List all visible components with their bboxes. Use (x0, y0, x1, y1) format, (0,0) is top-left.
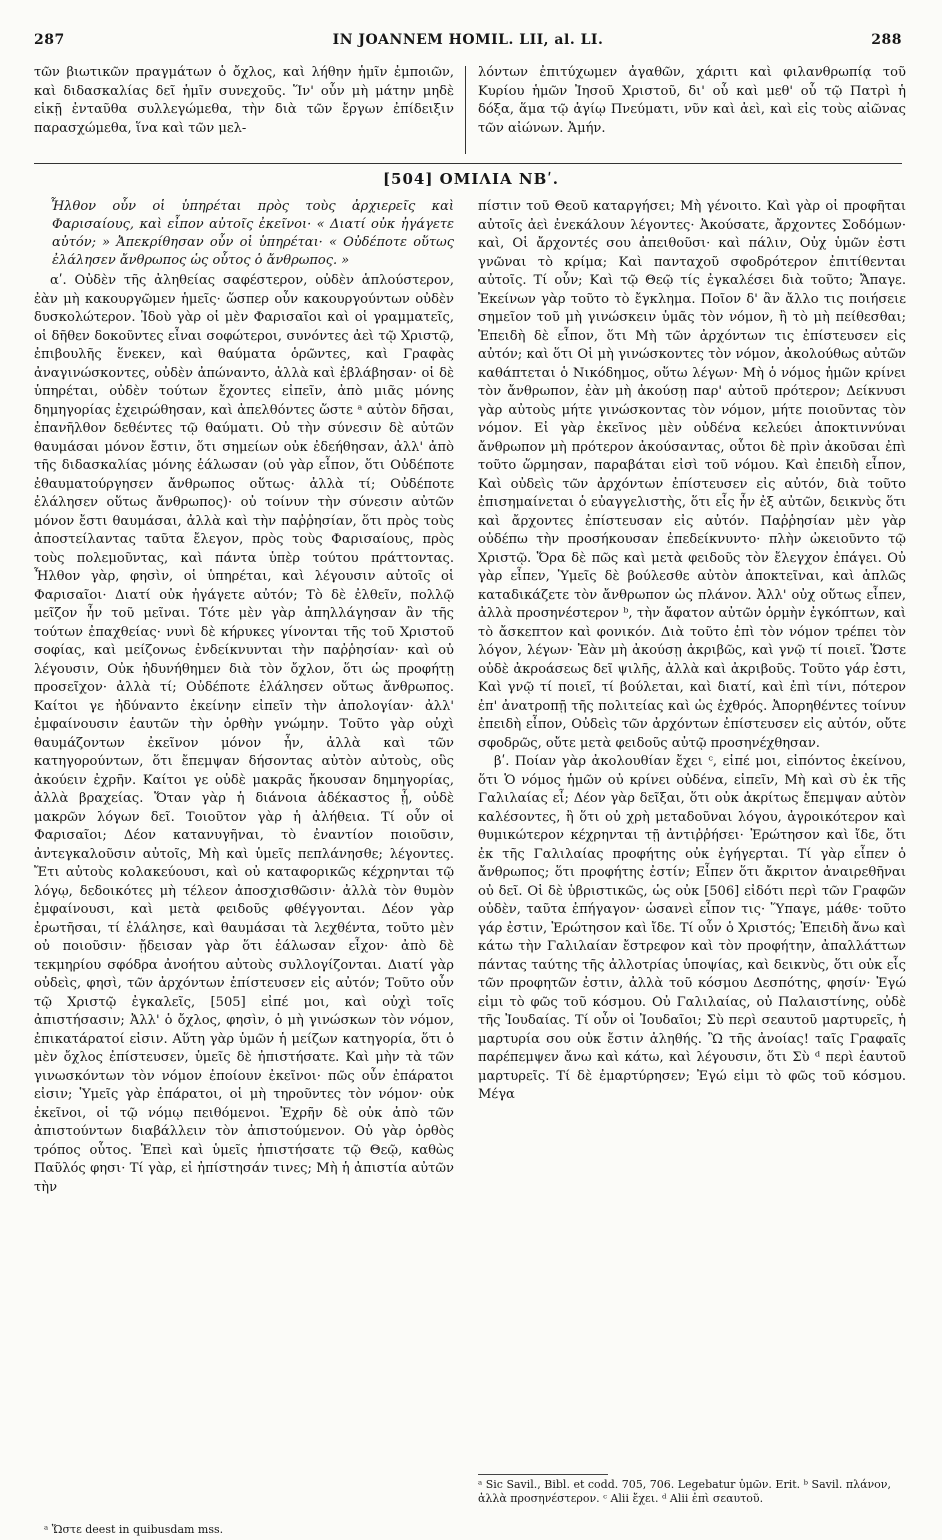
running-title: IN JOANNEM HOMIL. LII, al. LI. (332, 32, 604, 48)
right-column (478, 198, 906, 1105)
page-number-left: 287 (34, 32, 65, 48)
left-column (34, 198, 454, 1197)
paragraph: πίστιν τοῦ Θεοῦ καταργήσει; Μὴ γένοιτο. Καὶ γὰρ οἱ προφῆται αὐτοῖς ἀεὶ ἐνεκάλουν λέγοντες· Ἀκούσατε, ἄρχοντες Σοδόμων· καὶ, Οἱ ἄρχοντές σου ἀπειθοῦσι· καὶ πάλιν, Οὐχ ὑμῶν ἐστι γνῶναι τὸ κρίμα; Καὶ πανταχοῦ σφοδρότερον ἐπιτίθενται αὐτοῖς. Τί οὖν; Καὶ τῷ Θεῷ τίς ἐγκαλέσει διὰ τοῦτο; Ἄπαγε. Ἐκείνων γὰρ τοῦτο τὸ ἔγκλημα. Ποῖον δ' ἂν ἄλλο τις ποιήσειε σημεῖον τοῦ μὴ γινώσκειν ὑμᾶς τὸν νόμον, ἢ τὸ μὴ πείθεσθαι; Ἐπειδὴ δὲ εἶπον, ὅτι Μὴ τῶν ἀρχόντων τις ἐπίστευσεν εἰς αὐτόν; καὶ ὅτι Οἱ μὴ γινώσκοντες τὸν νόμον, ἀκολούθως αὐτῶν καθάπτεται ὁ Νικόδημος, οὕτω λέγων· Μὴ ὁ νόμος ἡμῶν κρίνει τὸν ἄνθρωπον, ἐὰν μὴ ἀκούσῃ παρ' αὐτοῦ πρότερον; Δείκνυσι γὰρ αὐτοὺς μήτε γινώσκοντας τὸν νόμον, μήτε ποιοῦντας τὸν νόμον. Εἰ γὰρ ἐκεῖνος μὲν οὐδένα κελεύει ἀποκτιννύναι ἄνθρωπον μὴ πρότερον ἀκούσαντας, οὗτοι δὲ πρὶν ἀκοῦσαι ἐπὶ τοῦτο ὥρμησαν, παραβάται εἰσὶ τοῦ νόμου. Καὶ ἐπειδὴ εἶπον, Καὶ οὐδεὶς τῶν ἀρχόντων ἐπίστευσεν εἰς αὐτόν, διὰ τοῦτο ἐπισημαίνεται ὁ εὐαγγελιστὴς, ὅτι εἷς ἦν ἐξ αὐτῶν, δεικνὺς ὅτι καὶ ἄρχοντες ἐπίστευσαν εἰς αὐτόν. Παῤῥησίαν μὲν γὰρ οὐδέπω τὴν προσήκουσαν ἐπεδείκνυντο· πλὴν ὠκειοῦντο τῷ Χριστῷ. Ὅρα δὲ πῶς καὶ μετὰ φειδοῦς τὸν ἔλεγχον ἐπάγει. Οὐ γὰρ εἶπεν, Ὑμεῖς δὲ βούλεσθε αὐτὸν ἀποκτεῖναι, καὶ ἁπλῶς καταδικάζετε τὸν ἄνθρωπον ὡς πλάνον. Ἀλλ' οὐχ οὕτως εἶπεν, ἀλλὰ προσηνέστερον ᵇ, τὴν ἄφατον αὐτῶν ὁρμὴν ἐγκόπτων, καὶ τὸ ἄσκεπτον καὶ φονικόν. Διὰ τοῦτο ἐπὶ τὸν νόμον τρέπει τὸν λόγον, λέγων· Ἐὰν μὴ ἀκούσῃ ἀκριβῶς, καὶ γνῷ τί ποιεῖ. Ὥστε οὐδὲ ἀκροάσεως δεῖ ψιλῆς, ἀλλὰ καὶ ἀκριβοῦς. Τοῦτο γάρ ἐστι, Καὶ γνῷ τί ποιεῖ, τί βούλεται, καὶ διατί, καὶ ἐπὶ τίνι, πότερον ἐπ' ἀνατροπῇ τῆς πολιτείας καὶ ὡς ἐχθρός. Ἀπορηθέντες τοίνυν ἐπειδὴ εἶπον, Οὐδεὶς τῶν ἀρχόντων ἐπίστευσεν εἰς αὐτόν, οὔτε σφοδρῶς, οὔτε μετὰ φειδοῦς αὐτῷ προσηνέχθησαν. (478, 199, 906, 751)
footnote-rule (478, 1474, 608, 1475)
paragraph: τῶν βιωτικῶν πραγμάτων ὁ ὄχλος, καὶ λήθην ἡμῖν ἐμποιῶν, καὶ διδασκαλίας δεῖ ἡμῖν συνεχοῦς. Ἵν' οὖν μὴ μάτην μηδὲ εἰκῇ ἐνταῦθα συλλεγώμεθα, τὴν διὰ τῶν ἔργων ἐπίδειξιν παρασχώμεθα, ἵνα καὶ τῶν μελ- (34, 65, 454, 136)
footnote-left: ᵃ Ὥστε deest in quibusdam mss. (44, 1523, 224, 1536)
paragraph: λόντων ἐπιτύχωμεν ἀγαθῶν, χάριτι καὶ φιλανθρωπίᾳ τοῦ Κυρίου ἡμῶν Ἰησοῦ Χριστοῦ, δι' οὗ καὶ μεθ' οὗ τῷ Πατρὶ ἡ δόξα, ἅμα τῷ ἁγίῳ Πνεύματι, νῦν καὶ ἀεὶ, καὶ εἰς τοὺς αἰῶνας τῶν αἰώνων. Ἀμήν. (478, 65, 906, 136)
previous-homily-end-right (478, 64, 906, 138)
running-header (34, 32, 902, 54)
homily-title: [504] ΟΜΙΛΙΑ ΝΒʹ. (382, 170, 560, 188)
scripture-lemma: Ἦλθον οὖν οἱ ὑπηρέται πρὸς τοὺς ἀρχιερεῖς καὶ Φαρισαίους, καὶ εἶπον αὐτοῖς ἐκεῖνοι· « Διατί οὐκ ἠγάγετε αὐτόν; » Ἀπεκρίθησαν οὖν οἱ ὑπηρέται· « Οὐδέποτε οὕτως ἐλάλησεν ἄνθρωπος ὡς οὗτος ὁ ἄνθρωπος. » (50, 199, 454, 268)
footnotes-right: ᵃ Sic Savil., Bibl. et codd. 705, 706. Legebatur ὑμῶν. Erit. ᵇ Savil. πλάνον, ἀλλὰ προσηνέστερον. ᶜ Alii ἔχει. ᵈ Alii ἐπὶ σεαυτοῦ. (478, 1478, 891, 1505)
page-number-right: 288 (871, 32, 902, 48)
section-rule (34, 163, 902, 164)
column-rule (465, 66, 466, 154)
previous-homily-end-left (34, 64, 454, 138)
paragraph: βʹ. Ποίαν γὰρ ἀκολουθίαν ἔχει ᶜ, εἰπέ μοι, εἰπόντος ἐκείνου, ὅτι Ὁ νόμος ἡμῶν οὐ κρίνει οὐδένα, εἰπεῖν, Μὴ καὶ σὺ ἐκ τῆς Γαλιλαίας εἶ; Δέον γὰρ δεῖξαι, ὅτι οὐκ ἀκρίτως ἔπεμψαν αὐτὸν καλέσοντες, ἢ ὅτι οὐ χρὴ μεταδοῦναι λόγου, ἀγροικότερον καὶ θυμικώτερον κέχρηνται τῇ ἀντιῤῥήσει· Ἐρώτησον καὶ ἴδε, ὅτι ἐκ τῆς Γαλιλαίας προφήτης οὐκ ἐγήγερται. Τί γὰρ εἶπεν ὁ ἄνθρωπος; ὅτι προφήτης ἐστίν; Εἶπεν ὅτι ἄκριτον ἀναιρεθῆναι οὐ δεῖ. Οἱ δὲ ὑβριστικῶς, ὡς οὐκ [506] εἰδότι περὶ τῶν Γραφῶν οὐδὲν, ταῦτα ἐπήγαγον· ὡσανεὶ εἶπον τις· Ὕπαγε, μάθε· τοῦτο γάρ ἐστιν, Ἐρώτησον καὶ ἴδε. Τί οὖν ὁ Χριστός; Ἐπειδὴ ἄνω καὶ κάτω τὴν Γαλιλαίαν ἔστρεφον καὶ τὸν προφήτην, ἀπαλλάττων πάντας ταύτης τῆς ἀλλοτρίας ὑποψίας, καὶ δεικνὺς, ὅτι οὐκ εἷς τῶν προφητῶν ἐστιν, ἀλλὰ τοῦ κόσμου Δεσπότης, φησίν· Ἐγώ εἰμι τὸ φῶς τοῦ κόσμου. Οὐ Γαλιλαίας, οὐ Παλαιστίνης, οὐδὲ τῆς Ἰουδαίας. Τί οὖν οἱ Ἰουδαῖοι; Σὺ περὶ σεαυτοῦ μαρτυρεῖς, ἡ μαρτυρία σου οὐκ ἔστιν ἀληθής. Ὢ τῆς ἀνοίας! ταῖς Γραφαῖς παρέπεμψεν ἄνω καὶ κάτω, καὶ λέγουσιν, ὅτι Σὺ ᵈ περὶ ἑαυτοῦ μαρτυρεῖς. Τί δὲ ἐμαρτύρησεν; Ἐγώ εἰμι τὸ φῶς τοῦ κόσμου. Μέγα (478, 754, 906, 1102)
paragraph: αʹ. Οὐδὲν τῆς ἀληθείας σαφέστερον, οὐδὲν ἁπλούστερον, ἐὰν μὴ κακουργῶμεν ἡμεῖς· ὥσπερ οὖν κακουργούντων οὐδὲν δυσκολώτερον. Ἰδοὺ γὰρ οἱ μὲν Φαρισαῖοι καὶ οἱ γραμματεῖς, οἱ δῆθεν δοκοῦντες εἶναι σοφώτεροι, συνόντες ἀεὶ τῷ Χριστῷ, ἐπιβουλῆς ἕνεκεν, καὶ θαύματα ὁρῶντες, καὶ Γραφὰς ἀναγινώσκοντες, οὐδὲν ἀπώναντο, ἀλλὰ καὶ ἐβλάβησαν· οἱ δὲ ὑπηρέται, οὐδὲν τούτων ἔχοντες εἰπεῖν, ἀπὸ μιᾶς μόνης δημηγορίας ἐχειρώθησαν, καὶ ἀπελθόντες ὥστε ᵃ αὐτὸν δῆσαι, ἐπανῆλθον δεθέντες τῷ θαύματι. Οὐ τὴν σύνεσιν δὲ αὐτῶν θαυμάσαι μόνον ἔστιν, ὅτι σημείων οὐκ ἐδεήθησαν, ἀλλ' ἀπὸ τῆς διδασκαλίας μόνης ἑάλωσαν (οὐ γὰρ εἶπον, ὅτι Οὐδέποτε ἐθαυματούργησεν ἄνθρωπος οὕτως· ἀλλὰ τί; Οὐδέποτε ἐλάλησεν οὕτως ἄνθρωπος)· οὐ τοίνυν τὴν σύνεσιν αὐτῶν μόνον ἔστι θαυμάσαι, ἀλλὰ καὶ τὴν παῤῥησίαν, ὅτι πρὸς τοὺς ἀποστείλαντας ταῦτα ἔλεγον, πρὸς τοὺς Φαρισαίους, πρὸς τοὺς πολεμοῦντας, καὶ πάντα ὑπὲρ τούτου πράττοντας. Ἦλθον γὰρ, φησὶν, οἱ ὑπηρέται, καὶ λέγουσιν αὐτοῖς οἱ Φαρισαῖοι· Διατί οὐκ ἠγάγετε αὐτόν; Τὸ δὲ ἐλθεῖν, πολλῷ μεῖζον ἦν τοῦ μεῖναι. Τότε μὲν γὰρ ἀπηλλάγησαν ἂν τῆς τούτων ἐπαχθείας· νυνὶ δὲ κήρυκες γίνονται τῆς τοῦ Χριστοῦ σοφίας, καὶ μείζονως ἐνδείκνυνται τὴν παῤῥησίαν· καὶ οὐ λέγουσιν, Οὐκ ἠδυνήθημεν διὰ τὸν ὄχλον, ὅτι ὡς προφήτῃ προσεῖχον· ἀλλὰ τί; Οὐδέποτε ἐλάλησεν οὕτως ἄνθρωπος. Καίτοι γε ἠδύναντο ἐκείνην εἰπεῖν τὴν ἀπολογίαν· ἀλλ' ἐμφαίνουσιν ἑαυτῶν τὴν ὀρθὴν γνώμην. Τοῦτο γὰρ οὐχὶ θαυμάζοντων ἐκεῖνον μόνον ἦν, ἀλλὰ καὶ τῶν κατηγορούντων, ὅτι ἔπεμψαν δήσοντας αὐτὸν αὐτοὺς, οὓς ἀκούειν ἐχρῆν. Καίτοι γε οὐδὲ μακρᾶς ἤκουσαν δημηγορίας, ἀλλὰ βραχείας. Ὅταν γὰρ ἡ διάνοια ἀδέκαστος ᾖ, οὐδὲ μακρῶν λόγων δεῖ. Τοιοῦτον γὰρ ἡ ἀλήθεια. Τί οὖν οἱ Φαρισαῖοι; Δέον κατανυγῆναι, τὸ ἐναντίον ποιοῦσιν, ἀντεγκαλοῦσιν αὐτοῖς, Μὴ καὶ ὑμεῖς πεπλάνησθε; λέγοντες. Ἔτι αὐτοὺς κολακεύουσι, καὶ οὐ καταφορικῶς κέχρηνται τῷ λόγῳ, δεδοικότες μὴ τέλεον ἀποσχισθῶσιν· ἀλλὰ τὸν θυμὸν ἐμφαίνουσι, καὶ μετὰ φειδοῦς φθέγγονται. Δέον γὰρ ἐρωτῆσαι, τί ἐλάλησε, καὶ θαυμάσαι τὰ λεχθέντα, τοῦτο μὲν οὐ ποιοῦσιν· ᾔδεισαν γὰρ ὅτι ἑάλωσαν εἶχον· ἀπὸ δὲ τεκμηρίου σφόδρα ἀνοήτου αὐτοὺς συλλογίζονται. Διατί γὰρ οὐδεὶς, φησὶ, τῶν ἀρχόντων ἐπίστευσεν εἰς αὐτόν; Τοῦτο οὖν τῷ Χριστῷ ἐγκαλεῖς, [505] εἰπέ μοι, καὶ οὐχὶ τοῖς ἀπιστήσασιν; Ἀλλ' ὁ ὄχλος, φησὶν, ὁ μὴ γινώσκων τὸν νόμον, ἐπικατάρατοί εἰσιν. Αὕτη γὰρ ὑμῶν ἡ μείζων κατηγορία, ὅτι ὁ μὲν ὄχλος ἐπίστευσεν, ὑμεῖς δὲ ἠπιστήσατε. Καὶ μὴν τὰ τῶν γινωσκόντων τὸν νόμον ἐποίουν ἐκεῖνοι· πῶς οὖν ἐπάρατοι εἰσιν; Ὑμεῖς γὰρ ἐπάρατοι, οἱ μὴ τηροῦντες τὸν νόμον· οὐκ ἐκεῖνοι, οἱ τῷ νόμῳ πειθόμενοι. Ἐχρῆν δὲ οὐκ ἀπὸ τῶν ἀπιστούντων διαβάλλειν τὸν ἀπιστούμενον. Οὐ γὰρ ὀρθὸς τρόπος οὗτος. Ἐπεὶ καὶ ὑμεῖς ἠπιστήσατε τῷ Θεῷ, καθὼς Παῦλός φησι· Τί γὰρ, εἰ ἠπίστησάν τινες; Μὴ ἡ ἀπιστία αὐτῶν τὴν (34, 273, 454, 1195)
